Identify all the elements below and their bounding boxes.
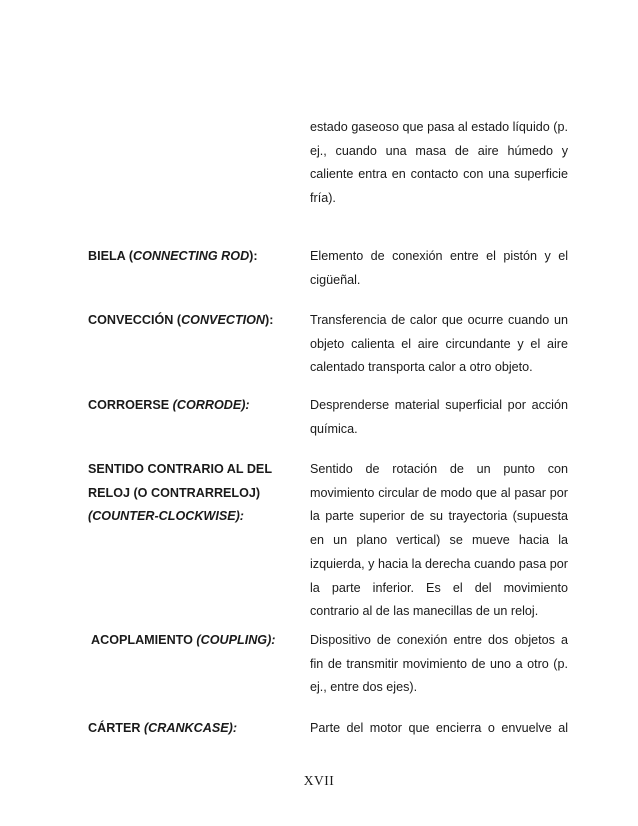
glossary-definition: Elemento de conexión entre el pistón y el cigüeñal. <box>310 249 568 287</box>
glossary-definition: Dispositivo de conexión entre dos objetos a fin de transmitir movimiento de uno a otro (p. ej., entre dos ejes). <box>310 633 568 695</box>
glossary-term <box>88 394 298 418</box>
term-english: (COUPLING): <box>196 633 276 647</box>
term-spanish: CONVECCIÓN ( <box>88 313 182 327</box>
term-spanish: CORROERSE <box>88 398 173 412</box>
glossary-definition: Desprenderse material superficial por acción química. <box>310 398 568 436</box>
glossary-definition: Transferencia de calor que ocurre cuando un objeto calienta el aire circundante y el aire calentado transporta calor a otro objeto. <box>310 313 568 375</box>
term-english: (CORRODE): <box>172 398 250 412</box>
term-spanish: BIELA ( <box>88 249 134 263</box>
term-english: (CRANKCASE): <box>143 721 238 735</box>
term-english: CONVECTION <box>181 313 266 327</box>
glossary-term <box>88 458 288 529</box>
glossary-definition: Parte del motor que encierra o envuelve al <box>310 721 568 735</box>
term-tail: ): <box>249 249 258 263</box>
term-spanish: SENTIDO CONTRARIO AL DEL RELOJ (O CONTRARRELOJ) <box>88 462 272 500</box>
term-english: CONNECTING ROD <box>133 249 250 263</box>
term-spanish: CÁRTER <box>88 721 144 735</box>
page-number: XVII <box>303 773 335 788</box>
glossary-definition: Sentido de rotación de un punto con movimiento circular de modo que al pasar por la parte superior de su trayectoria (supuesta en un plano vertical) se mueve hacia la izquierda, y hacia la derecha cuando pasa por la parte inferior. Es el del movimiento contrario al de las manecillas de un reloj. <box>310 462 568 619</box>
glossary-term <box>88 717 298 741</box>
glossary-term <box>91 629 301 653</box>
continued-definition: estado gaseoso que pasa al estado líquido (p. ej., cuando una masa de aire húmedo y caliente entra en contacto con una superficie fría). <box>310 120 568 206</box>
term-tail: ): <box>265 313 274 327</box>
glossary-term <box>88 309 298 333</box>
term-english: (COUNTER-CLOCKWISE): <box>88 509 245 524</box>
glossary-term <box>88 245 298 269</box>
term-spanish: ACOPLAMIENTO <box>91 633 197 647</box>
